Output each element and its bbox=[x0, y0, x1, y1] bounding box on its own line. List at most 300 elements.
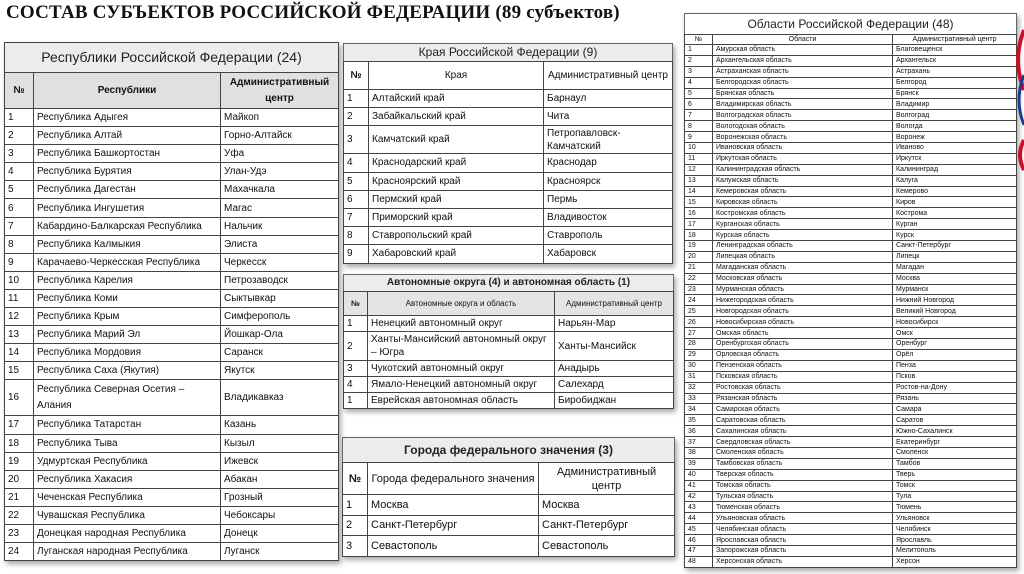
row-center: Кызыл bbox=[221, 434, 339, 452]
table-row bbox=[685, 317, 1017, 328]
table-row bbox=[5, 434, 339, 452]
row-name: Еврейская автономная область bbox=[368, 393, 555, 409]
row-center: Красноярск bbox=[544, 172, 673, 190]
row-number: 1 bbox=[344, 90, 369, 108]
row-name: Свердловская область bbox=[713, 437, 893, 448]
row-number: 18 bbox=[5, 434, 34, 452]
row-center: Салехард bbox=[555, 377, 674, 393]
row-center: Брянск bbox=[893, 88, 1017, 99]
republics-panel bbox=[4, 42, 339, 561]
page-title: СОСТАВ СУБЪЕКТОВ РОССИЙСКОЙ ФЕДЕРАЦИИ (89 субъектов) bbox=[6, 2, 620, 23]
row-center: Новосибирск bbox=[893, 317, 1017, 328]
row-number: 30 bbox=[685, 360, 713, 371]
row-number: 9 bbox=[685, 132, 713, 143]
red-arc-2 bbox=[1020, 140, 1024, 170]
row-center: Владивосток bbox=[544, 208, 673, 226]
row-name: Оренбургская область bbox=[713, 339, 893, 350]
row-name: Ивановская область bbox=[713, 143, 893, 154]
row-center: Волгоград bbox=[893, 110, 1017, 121]
row-number: 24 bbox=[685, 295, 713, 306]
row-center: Курск bbox=[893, 230, 1017, 241]
row-center: Санкт-Петербург bbox=[893, 241, 1017, 252]
row-center: Владикавказ bbox=[221, 380, 339, 416]
row-name: Херсонская область bbox=[713, 556, 893, 567]
table-row bbox=[685, 110, 1017, 121]
row-center: Нальчик bbox=[221, 217, 339, 235]
row-number: 21 bbox=[685, 262, 713, 273]
okrugs-title: Автономные округа (4) и автономная область (1) bbox=[343, 274, 674, 291]
row-center: Майкоп bbox=[221, 109, 339, 127]
row-number: 38 bbox=[685, 447, 713, 458]
row-name: Самарская область bbox=[713, 404, 893, 415]
row-number: 3 bbox=[343, 536, 368, 557]
row-number: 20 bbox=[5, 470, 34, 488]
table-row bbox=[344, 108, 673, 126]
row-name: Волгоградская область bbox=[713, 110, 893, 121]
row-name: Нижегородская область bbox=[713, 295, 893, 306]
table-row bbox=[343, 536, 675, 557]
row-center: Чебоксары bbox=[221, 506, 339, 524]
row-number: 9 bbox=[344, 245, 369, 263]
row-center: Пенза bbox=[893, 360, 1017, 371]
row-name: Ненецкий автономный округ bbox=[368, 316, 555, 332]
row-name: Челябинская область bbox=[713, 524, 893, 535]
table-row bbox=[685, 208, 1017, 219]
table-row bbox=[344, 393, 674, 409]
table-row bbox=[685, 241, 1017, 252]
row-name: Республика Адыгея bbox=[34, 109, 221, 127]
col-center: Административный центр bbox=[544, 62, 673, 90]
row-center: Великий Новгород bbox=[893, 306, 1017, 317]
row-number: 25 bbox=[685, 306, 713, 317]
table-row bbox=[685, 360, 1017, 371]
row-center: Челябинск bbox=[893, 524, 1017, 535]
row-center: Луганск bbox=[221, 543, 339, 561]
table-row bbox=[5, 344, 339, 362]
row-name: Курганская область bbox=[713, 219, 893, 230]
table-row bbox=[685, 404, 1017, 415]
table-row bbox=[685, 426, 1017, 437]
row-number: 7 bbox=[685, 110, 713, 121]
row-name: Республика Ингушетия bbox=[34, 199, 221, 217]
table-row bbox=[685, 437, 1017, 448]
row-name: Чукотский автономный округ bbox=[368, 361, 555, 377]
table-row bbox=[685, 469, 1017, 480]
table-row bbox=[685, 153, 1017, 164]
row-name: Республика Хакасия bbox=[34, 470, 221, 488]
col-city: Города федерального значения bbox=[368, 463, 539, 495]
table-row bbox=[685, 230, 1017, 241]
table-row bbox=[685, 491, 1017, 502]
row-name: Белгородская область bbox=[713, 77, 893, 88]
col-num: № bbox=[344, 292, 368, 316]
row-number: 1 bbox=[343, 495, 368, 516]
row-number: 6 bbox=[344, 190, 369, 208]
row-center: Магадан bbox=[893, 262, 1017, 273]
col-center: Административный центр bbox=[555, 292, 674, 316]
row-number: 15 bbox=[5, 362, 34, 380]
row-center: Воронеж bbox=[893, 132, 1017, 143]
row-number: 2 bbox=[343, 515, 368, 536]
col-center: Административный центр bbox=[221, 73, 339, 109]
row-name: Воронежская область bbox=[713, 132, 893, 143]
row-center: Кострома bbox=[893, 208, 1017, 219]
row-name: Республика Татарстан bbox=[34, 416, 221, 434]
table-row bbox=[5, 217, 339, 235]
row-center: Белгород bbox=[893, 77, 1017, 88]
row-name: Санкт-Петербург bbox=[368, 515, 539, 536]
row-name: Республика Башкортостан bbox=[34, 145, 221, 163]
col-oblast: Области bbox=[713, 35, 893, 45]
row-number: 3 bbox=[685, 66, 713, 77]
row-center: Хабаровск bbox=[544, 245, 673, 263]
row-name: Камчатский край bbox=[369, 126, 544, 154]
row-center: Орёл bbox=[893, 349, 1017, 360]
row-name: Тверская область bbox=[713, 469, 893, 480]
row-number: 4 bbox=[344, 377, 368, 393]
table-row bbox=[685, 197, 1017, 208]
row-number: 1 bbox=[685, 45, 713, 56]
row-center: Саратов bbox=[893, 415, 1017, 426]
row-name: Республика Тыва bbox=[34, 434, 221, 452]
row-name: Краснодарский край bbox=[369, 154, 544, 172]
table-row bbox=[685, 306, 1017, 317]
row-number: 44 bbox=[685, 513, 713, 524]
row-number: 3 bbox=[344, 361, 368, 377]
table-row bbox=[685, 99, 1017, 110]
row-center: Иваново bbox=[893, 143, 1017, 154]
table-row bbox=[685, 349, 1017, 360]
row-name: Омская область bbox=[713, 328, 893, 339]
table-row bbox=[685, 328, 1017, 339]
col-okrug: Автономные округа и область bbox=[368, 292, 555, 316]
row-name: Курская область bbox=[713, 230, 893, 241]
table-row bbox=[685, 480, 1017, 491]
row-number: 27 bbox=[685, 328, 713, 339]
row-center: Донецк bbox=[221, 524, 339, 542]
row-center: Петропавловск-Камчатский bbox=[544, 126, 673, 154]
row-center: Абакан bbox=[221, 470, 339, 488]
table-row bbox=[344, 208, 673, 226]
row-name: Запорожская область bbox=[713, 545, 893, 556]
table-row bbox=[344, 316, 674, 332]
table-row bbox=[5, 488, 339, 506]
row-center: Улан-Удэ bbox=[221, 163, 339, 181]
table-row bbox=[685, 284, 1017, 295]
table-row bbox=[685, 45, 1017, 56]
krais-rows bbox=[344, 90, 673, 264]
table-row bbox=[685, 415, 1017, 426]
table-row bbox=[5, 452, 339, 470]
row-name: Приморский край bbox=[369, 208, 544, 226]
row-number: 2 bbox=[5, 127, 34, 145]
row-number: 15 bbox=[685, 197, 713, 208]
row-name: Республика Коми bbox=[34, 289, 221, 307]
table-row bbox=[5, 235, 339, 253]
table-row bbox=[685, 251, 1017, 262]
row-center: Биробиджан bbox=[555, 393, 674, 409]
row-number: 4 bbox=[685, 77, 713, 88]
row-center: Саранск bbox=[221, 344, 339, 362]
row-center: Астрахань bbox=[893, 66, 1017, 77]
cities-title: Города федерального значения (3) bbox=[342, 437, 675, 462]
row-center: Калининград bbox=[893, 164, 1017, 175]
row-number: 10 bbox=[5, 271, 34, 289]
row-number: 22 bbox=[5, 506, 34, 524]
row-center: Мелитополь bbox=[893, 545, 1017, 556]
table-row bbox=[343, 515, 675, 536]
table-row bbox=[5, 506, 339, 524]
row-number: 19 bbox=[5, 452, 34, 470]
row-name: Забайкальский край bbox=[369, 108, 544, 126]
row-number: 26 bbox=[685, 317, 713, 328]
row-name: Вологодская область bbox=[713, 121, 893, 132]
table-row bbox=[343, 495, 675, 516]
row-name: Республика Мордовия bbox=[34, 344, 221, 362]
row-number: 33 bbox=[685, 393, 713, 404]
table-row bbox=[685, 371, 1017, 382]
oblasts-table bbox=[684, 34, 1017, 568]
row-number: 43 bbox=[685, 502, 713, 513]
row-name: Смоленская область bbox=[713, 447, 893, 458]
table-row bbox=[685, 502, 1017, 513]
col-republic: Республики bbox=[34, 73, 221, 109]
row-name: Луганская народная Республика bbox=[34, 543, 221, 561]
table-row bbox=[685, 545, 1017, 556]
row-center: Анадырь bbox=[555, 361, 674, 377]
row-name: Республика Дагестан bbox=[34, 181, 221, 199]
row-number: 9 bbox=[5, 253, 34, 271]
table-row bbox=[685, 186, 1017, 197]
table-row bbox=[5, 109, 339, 127]
row-center: Санкт-Петербург bbox=[539, 515, 675, 536]
row-name: Томская область bbox=[713, 480, 893, 491]
table-row bbox=[5, 145, 339, 163]
row-name: Ставропольский край bbox=[369, 227, 544, 245]
okrugs-table bbox=[343, 291, 674, 409]
row-center: Самара bbox=[893, 404, 1017, 415]
row-name: Удмуртская Республика bbox=[34, 452, 221, 470]
table-row bbox=[344, 332, 674, 361]
row-name: Пермский край bbox=[369, 190, 544, 208]
row-number: 22 bbox=[685, 273, 713, 284]
okrugs-rows bbox=[344, 316, 674, 409]
table-row bbox=[685, 55, 1017, 66]
row-center: Екатеринбург bbox=[893, 437, 1017, 448]
krais-table bbox=[343, 61, 673, 264]
row-number: 8 bbox=[5, 235, 34, 253]
table-row bbox=[685, 447, 1017, 458]
row-number: 2 bbox=[344, 332, 368, 361]
row-number: 14 bbox=[685, 186, 713, 197]
row-name: Пензенская область bbox=[713, 360, 893, 371]
row-number: 47 bbox=[685, 545, 713, 556]
row-name: Донецкая народная Республика bbox=[34, 524, 221, 542]
row-center: Тверь bbox=[893, 469, 1017, 480]
row-center: Магас bbox=[221, 199, 339, 217]
row-center: Иркутск bbox=[893, 153, 1017, 164]
row-number: 2 bbox=[685, 55, 713, 66]
row-name: Республика Саха (Якутия) bbox=[34, 362, 221, 380]
row-center: Барнаул bbox=[544, 90, 673, 108]
row-center: Ростов-на-Дону bbox=[893, 382, 1017, 393]
row-number: 6 bbox=[5, 199, 34, 217]
table-row bbox=[344, 126, 673, 154]
row-name: Чувашская Республика bbox=[34, 506, 221, 524]
row-center: Курган bbox=[893, 219, 1017, 230]
row-name: Республика Бурятия bbox=[34, 163, 221, 181]
row-number: 7 bbox=[5, 217, 34, 235]
row-number: 23 bbox=[5, 524, 34, 542]
row-number: 45 bbox=[685, 524, 713, 535]
table-row bbox=[5, 362, 339, 380]
row-name: Архангельская область bbox=[713, 55, 893, 66]
row-number: 28 bbox=[685, 339, 713, 350]
table-row bbox=[344, 172, 673, 190]
row-name: Алтайский край bbox=[369, 90, 544, 108]
row-name: Карачаево-Черкесская Республика bbox=[34, 253, 221, 271]
row-center: Киров bbox=[893, 197, 1017, 208]
row-number: 39 bbox=[685, 458, 713, 469]
table-row bbox=[685, 164, 1017, 175]
row-center: Оренбург bbox=[893, 339, 1017, 350]
row-center: Архангельск bbox=[893, 55, 1017, 66]
table-row bbox=[5, 289, 339, 307]
row-name: Красноярский край bbox=[369, 172, 544, 190]
row-number: 4 bbox=[5, 163, 34, 181]
table-row bbox=[5, 163, 339, 181]
row-center: Херсон bbox=[893, 556, 1017, 567]
row-number: 2 bbox=[344, 108, 369, 126]
row-number: 1 bbox=[5, 109, 34, 127]
row-name: Сахалинская область bbox=[713, 426, 893, 437]
row-center: Нижний Новгород bbox=[893, 295, 1017, 306]
row-number: 1 bbox=[344, 393, 368, 409]
row-number: 14 bbox=[5, 344, 34, 362]
table-row bbox=[685, 175, 1017, 186]
oblasts-title: Области Российской Федерации (48) bbox=[684, 13, 1017, 34]
row-number: 7 bbox=[344, 208, 369, 226]
col-num: № bbox=[343, 463, 368, 495]
row-center: Нарьян-Мар bbox=[555, 316, 674, 332]
table-row bbox=[344, 90, 673, 108]
row-center: Тула bbox=[893, 491, 1017, 502]
row-number: 10 bbox=[685, 143, 713, 154]
row-name: Костромская область bbox=[713, 208, 893, 219]
table-row bbox=[5, 470, 339, 488]
row-number: 21 bbox=[5, 488, 34, 506]
table-row bbox=[344, 154, 673, 172]
row-name: Ленинградская область bbox=[713, 241, 893, 252]
row-number: 23 bbox=[685, 284, 713, 295]
krais-title: Края Российской Федерации (9) bbox=[343, 43, 673, 61]
row-number: 29 bbox=[685, 349, 713, 360]
row-number: 12 bbox=[5, 308, 34, 326]
row-center: Ханты-Мансийск bbox=[555, 332, 674, 361]
table-row bbox=[685, 393, 1017, 404]
cities-panel bbox=[342, 437, 675, 557]
row-name: Калужская область bbox=[713, 175, 893, 186]
table-row bbox=[685, 132, 1017, 143]
row-number: 3 bbox=[5, 145, 34, 163]
row-name: Тамбовская область bbox=[713, 458, 893, 469]
table-row bbox=[5, 326, 339, 344]
row-name: Ханты-Мансийский автономный округ – Югра bbox=[368, 332, 555, 361]
row-center: Ярославль bbox=[893, 535, 1017, 546]
row-name: Республика Северная Осетия – Алания bbox=[34, 380, 221, 416]
table-row bbox=[685, 262, 1017, 273]
table-row bbox=[5, 271, 339, 289]
row-name: Липецкая область bbox=[713, 251, 893, 262]
row-name: Хабаровский край bbox=[369, 245, 544, 263]
table-row bbox=[685, 219, 1017, 230]
row-name: Московская область bbox=[713, 273, 893, 284]
row-center: Симферополь bbox=[221, 308, 339, 326]
row-name: Ульяновская область bbox=[713, 513, 893, 524]
row-center: Йошкар-Ола bbox=[221, 326, 339, 344]
table-row bbox=[5, 199, 339, 217]
row-name: Кабардино-Балкарская Республика bbox=[34, 217, 221, 235]
row-number: 32 bbox=[685, 382, 713, 393]
row-number: 11 bbox=[685, 153, 713, 164]
row-name: Кировская область bbox=[713, 197, 893, 208]
row-number: 4 bbox=[344, 154, 369, 172]
table-row bbox=[5, 127, 339, 145]
row-center: Смоленск bbox=[893, 447, 1017, 458]
row-center: Ижевск bbox=[221, 452, 339, 470]
row-center: Ставрополь bbox=[544, 227, 673, 245]
republics-table bbox=[4, 72, 339, 561]
row-name: Чеченская Республика bbox=[34, 488, 221, 506]
row-center: Севастополь bbox=[539, 536, 675, 557]
row-number: 34 bbox=[685, 404, 713, 415]
table-row bbox=[685, 121, 1017, 132]
row-center: Ульяновск bbox=[893, 513, 1017, 524]
row-name: Кемеровская область bbox=[713, 186, 893, 197]
row-center: Якутск bbox=[221, 362, 339, 380]
row-center: Казань bbox=[221, 416, 339, 434]
table-row bbox=[344, 227, 673, 245]
row-name: Ямало-Ненецкий автономный округ bbox=[368, 377, 555, 393]
row-name: Астраханская область bbox=[713, 66, 893, 77]
row-center: Омск bbox=[893, 328, 1017, 339]
row-name: Владимирская область bbox=[713, 99, 893, 110]
col-center: Административный центр bbox=[893, 35, 1017, 45]
row-name: Республика Марий Эл bbox=[34, 326, 221, 344]
row-center: Томск bbox=[893, 480, 1017, 491]
row-name: Орловская область bbox=[713, 349, 893, 360]
row-number: 37 bbox=[685, 437, 713, 448]
row-center: Москва bbox=[893, 273, 1017, 284]
table-row bbox=[5, 524, 339, 542]
row-name: Калининградская область bbox=[713, 164, 893, 175]
table-row bbox=[344, 361, 674, 377]
row-number: 36 bbox=[685, 426, 713, 437]
cities-table bbox=[342, 462, 675, 557]
row-number: 20 bbox=[685, 251, 713, 262]
col-num: № bbox=[685, 35, 713, 45]
row-center: Элиста bbox=[221, 235, 339, 253]
row-number: 12 bbox=[685, 164, 713, 175]
row-center: Калуга bbox=[893, 175, 1017, 186]
row-center: Краснодар bbox=[544, 154, 673, 172]
table-row bbox=[685, 77, 1017, 88]
row-name: Саратовская область bbox=[713, 415, 893, 426]
table-row bbox=[5, 380, 339, 416]
row-center: Рязань bbox=[893, 393, 1017, 404]
row-name: Ростовская область bbox=[713, 382, 893, 393]
row-number: 6 bbox=[685, 99, 713, 110]
